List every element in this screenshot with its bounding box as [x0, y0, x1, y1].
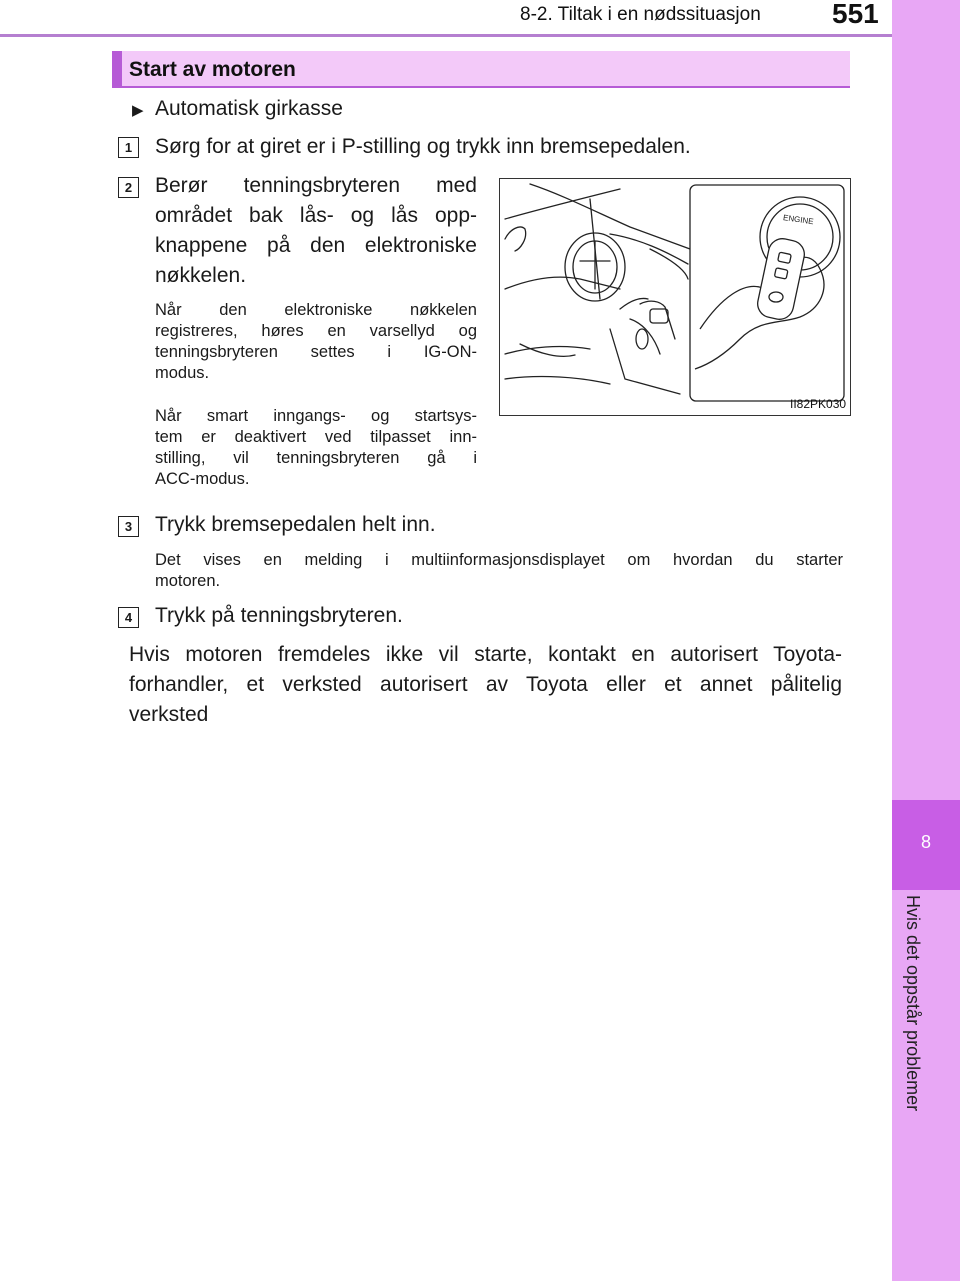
note-line: motoren.	[155, 572, 221, 590]
closing-line: verksted	[129, 703, 209, 726]
car-interior-drawing	[500, 179, 850, 415]
step-2-note-1	[155, 300, 477, 384]
note-line: ACC-modus.	[155, 470, 250, 488]
chapter-title: Hvis det oppstår problemer	[903, 895, 923, 1112]
bullet-text: Automatisk girkasse	[155, 97, 343, 120]
note-line: stilling, vil tenningsbryteren gå i	[155, 449, 477, 467]
closing-paragraph	[129, 640, 842, 730]
note-line: tenningsbryteren settes i IG-ON-	[155, 343, 477, 361]
step-2-line: nøkkelen.	[155, 264, 247, 287]
engine-label: ENGINE	[782, 213, 815, 227]
note-line: Når den elektroniske nøkkelen	[155, 301, 477, 319]
step-2-text	[155, 171, 477, 291]
section-title-underline	[112, 86, 850, 88]
illustration-code: II82PK030	[790, 397, 847, 411]
page-number: 551	[832, 0, 879, 29]
chapter-number: 8	[920, 832, 931, 852]
header-rule	[0, 34, 892, 37]
step-2-line: knappene på den elektroniske	[155, 234, 477, 257]
note-line: Det vises en melding i multiinformasjonsdisplayet om hvordan du starter	[155, 551, 843, 569]
engine-start-illustration	[499, 178, 851, 416]
closing-line: forhandler, et verksted autorisert av Toyota eller et annet pålitelig	[129, 673, 842, 696]
step-2-line: området bak lås- og lås opp-	[155, 204, 477, 227]
step-number-1: 1	[118, 137, 139, 158]
step-number-3: 3	[118, 516, 139, 537]
triangle-right-icon: ▶	[132, 102, 144, 119]
step-4-text: Trykk på tenningsbryteren.	[155, 604, 403, 627]
section-title-accent	[112, 51, 122, 87]
step-3-note	[155, 550, 843, 592]
step-2-note-2	[155, 406, 477, 490]
step-number-4: 4	[118, 607, 139, 628]
step-2-line: Berør tenningsbryteren med	[155, 174, 477, 197]
step-1-text: Sørg for at giret er i P-stilling og trykk inn bremsepedalen.	[155, 135, 691, 158]
note-line: registreres, høres en varsellyd og	[155, 322, 477, 340]
closing-line: Hvis motoren fremdeles ikke vil starte, kontakt en autorisert Toyota-	[129, 643, 842, 666]
running-header-section: 8-2. Tiltak i en nødssituasjon	[520, 4, 761, 25]
step-3-text: Trykk bremsepedalen helt inn.	[155, 513, 436, 536]
note-line: Når smart inngangs- og startsys-	[155, 407, 477, 425]
section-title: Start av motoren	[129, 58, 296, 81]
step-number-2: 2	[118, 177, 139, 198]
note-line: tem er deaktivert ved tilpasset inn-	[155, 428, 477, 446]
note-line: modus.	[155, 364, 210, 382]
